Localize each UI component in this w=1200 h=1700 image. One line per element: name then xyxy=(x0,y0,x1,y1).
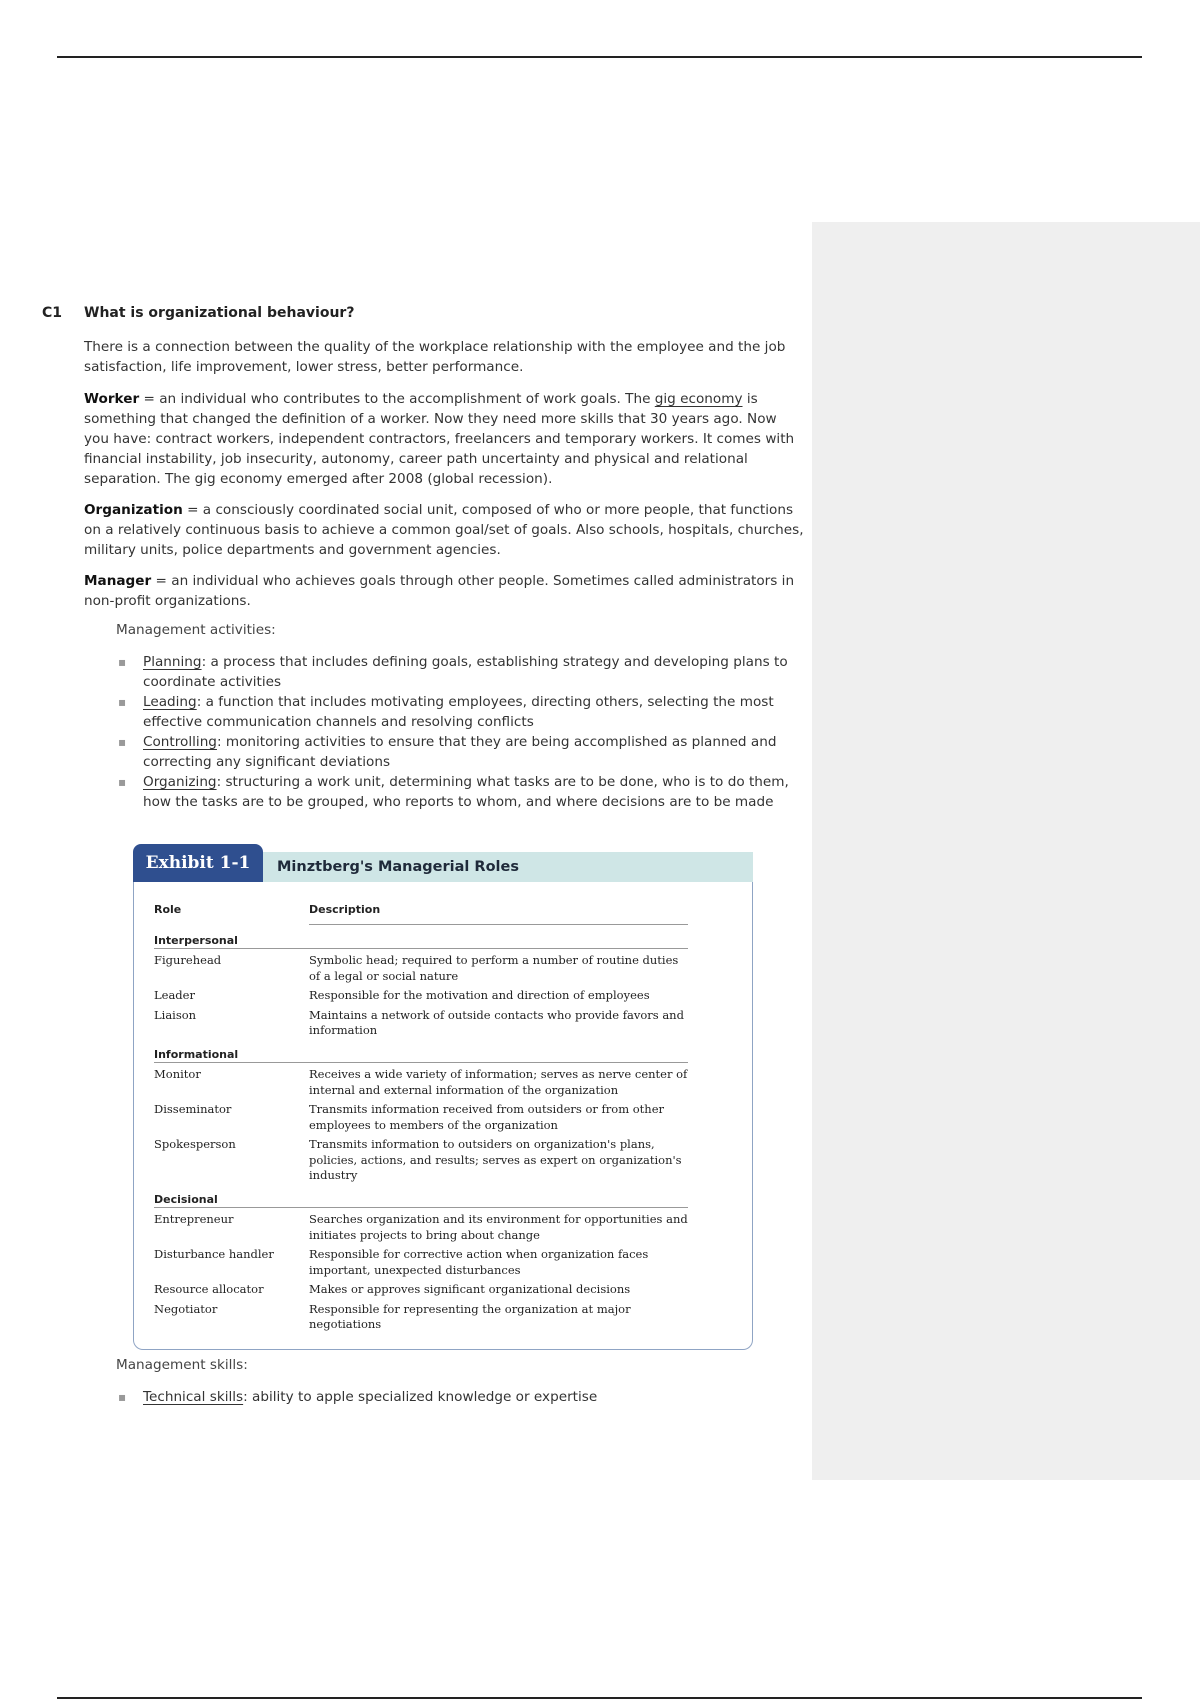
table-row xyxy=(154,1004,688,1039)
table-row xyxy=(154,949,688,985)
description-cell: Receives a wide variety of information; serves as nerve center of internal and external information of the organization xyxy=(309,1067,688,1097)
bullet-icon: ▪ xyxy=(118,735,127,749)
activity-text: : monitoring activities to ensure that they are being accomplished as planned and correcting any significant deviations xyxy=(143,734,777,770)
table-header-row xyxy=(154,902,688,924)
table-row xyxy=(154,1063,688,1099)
list-item xyxy=(116,732,796,772)
description-cell: Transmits information to outsiders on organization's plans, policies, actions, and results; serves as expert on organization's industry xyxy=(309,1137,682,1182)
header-rule xyxy=(57,56,1142,58)
exhibit-label: Exhibit 1-1 xyxy=(133,844,263,882)
table-row xyxy=(154,1298,688,1333)
role-column-header: Role xyxy=(154,903,182,916)
table-row xyxy=(154,1133,688,1184)
bullet-icon: ▪ xyxy=(118,1390,127,1404)
table-row xyxy=(154,1098,688,1133)
group-label: Decisional xyxy=(154,1184,688,1208)
activity-text: : a process that includes defining goals, establishing strategy and developing plans to coordinate activities xyxy=(143,654,788,690)
role-cell: Monitor xyxy=(154,1067,201,1081)
role-cell: Figurehead xyxy=(154,953,222,967)
bullet-icon: ▪ xyxy=(118,655,127,669)
bullet-icon: ▪ xyxy=(118,775,127,789)
worker-text-b: is something that changed the definition of a worker. Now they need more skills that 30 years ago. Now you have: contract workers, independent contractors, freelancers and temporary workers. It comes with financial instability, job insecurity, autonomy, career path uncertainty and physical and relational separation. The gig economy emerged after 2008 (global recession). xyxy=(84,391,795,487)
activity-term: Controlling xyxy=(143,734,217,750)
skill-text: : ability to apple specialized knowledge or expertise xyxy=(243,1389,598,1405)
role-cell: Liaison xyxy=(154,1007,197,1022)
section-title: What is organizational behaviour? xyxy=(84,305,355,321)
group-row xyxy=(154,1039,688,1063)
worker-term: Worker xyxy=(84,391,140,407)
role-cell: Spokesperson xyxy=(154,1137,236,1151)
footer-rule xyxy=(57,1697,1142,1699)
role-cell: Entrepreneur xyxy=(154,1212,234,1226)
description-cell: Transmits information received from outsiders or from other employees to members of the organization xyxy=(309,1102,665,1132)
activity-text: : structuring a work unit, determining what tasks are to be done, who is to do them, how the tasks are to be grouped, who reports to whom, and where decisions are to be made xyxy=(143,774,789,810)
section-number: C1 xyxy=(42,305,63,321)
skills-list xyxy=(116,1387,796,1407)
group-label: Interpersonal xyxy=(154,924,688,949)
description-cell: Maintains a network of outside contacts who provide favors and information xyxy=(309,1007,684,1037)
activities-heading: Management activities: xyxy=(116,622,276,638)
role-cell: Disturbance handler xyxy=(154,1247,274,1261)
description-cell: Responsible for representing the organization at major negotiations xyxy=(309,1301,631,1331)
worker-text-a: = an individual who contributes to the accomplishment of work goals. The xyxy=(139,391,655,407)
activity-term: Leading xyxy=(143,694,197,710)
exhibit-figure xyxy=(133,842,753,1350)
list-item xyxy=(116,692,796,732)
table-row xyxy=(154,1278,688,1298)
activity-term: Planning xyxy=(143,654,202,670)
role-cell: Leader xyxy=(154,988,195,1002)
exhibit-title: Minztberg's Managerial Roles xyxy=(263,852,753,882)
gig-economy-link[interactable]: gig economy xyxy=(654,391,743,407)
list-item xyxy=(116,652,796,692)
intro-paragraph: There is a connection between the quality of the workplace relationship with the employee and the job satisfaction, life improvement, lower stress, better performance. xyxy=(84,339,786,375)
activities-list xyxy=(116,652,796,812)
group-row xyxy=(154,924,688,949)
bullet-icon: ▪ xyxy=(118,695,127,709)
comment-margin-panel xyxy=(812,222,1200,1480)
worker-paragraph xyxy=(84,389,804,489)
description-cell: Responsible for corrective action when organization faces important, unexpected disturbances xyxy=(309,1247,649,1277)
list-item xyxy=(116,772,796,812)
role-cell: Resource allocator xyxy=(154,1282,264,1296)
manager-text: = an individual who achieves goals through other people. Sometimes called administrators in non-profit organizations. xyxy=(84,573,795,609)
skills-heading: Management skills: xyxy=(116,1357,248,1373)
organization-paragraph xyxy=(84,500,804,560)
activity-term: Organizing xyxy=(143,774,217,790)
group-row xyxy=(154,1184,688,1208)
description-cell: Searches organization and its environment for opportunities and initiates projects to bring about change xyxy=(309,1212,688,1242)
description-column-header: Description xyxy=(309,902,688,924)
role-cell: Negotiator xyxy=(154,1301,218,1316)
table-row xyxy=(154,984,688,1004)
activity-text: : a function that includes motivating employees, directing others, selecting the most effective communication channels and resolving conflicts xyxy=(143,694,774,730)
manager-term: Manager xyxy=(84,573,152,589)
description-cell: Symbolic head; required to perform a number of routine duties of a legal or social nature xyxy=(309,953,679,983)
roles-table xyxy=(154,902,688,1333)
manager-paragraph xyxy=(84,571,804,611)
role-cell: Disseminator xyxy=(154,1102,232,1116)
organization-text: = a consciously coordinated social unit, composed of who or more people, that functions on a relatively continuous basis to achieve a common goal/set of goals. Also schools, hospitals, churches, military units, police departments and government agencies. xyxy=(84,502,804,558)
description-cell: Responsible for the motivation and direction of employees xyxy=(309,988,650,1002)
description-cell: Makes or approves significant organizational decisions xyxy=(309,1282,631,1296)
group-label: Informational xyxy=(154,1039,688,1063)
table-row xyxy=(154,1243,688,1278)
table-row xyxy=(154,1208,688,1244)
list-item xyxy=(116,1387,796,1407)
organization-term: Organization xyxy=(84,502,183,518)
skill-term: Technical skills xyxy=(143,1389,244,1405)
